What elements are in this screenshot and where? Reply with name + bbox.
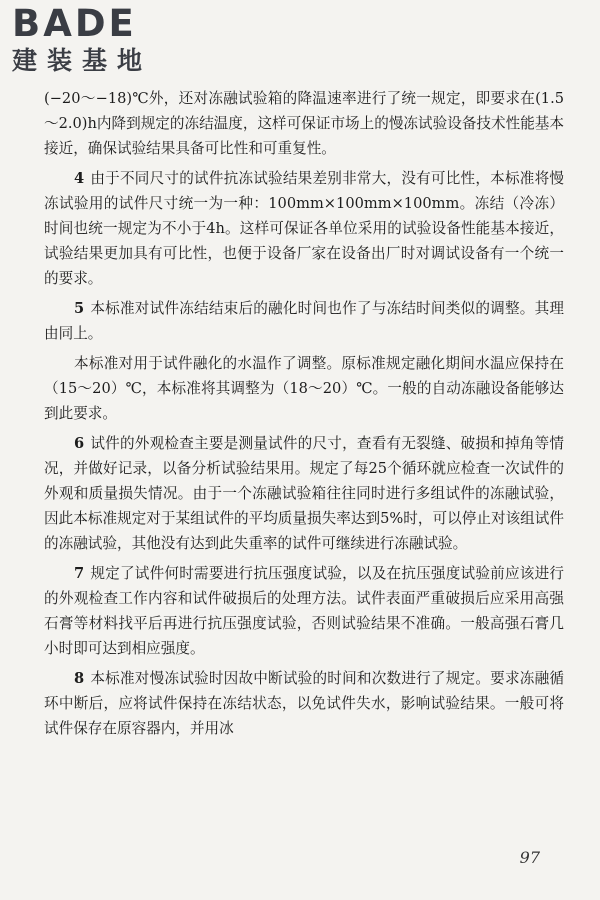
paragraph-text: 试件的外观检查主要是测量试件的尺寸，查看有无裂缝、破损和掉角等情况，并做好记录，以备分析试验结果用。规定了每25个循环就应检查一次试件的外观和质量损失情况。由于一个冻融试验箱往往同时进行多组试件的冻融试验，因此本标准规定对于某组试件的平均质量损失率达到5%时，可以停止对该组试件的冻融试验，其他没有达到此失重率的试件可继续进行冻融试验。 bbox=[44, 435, 564, 552]
paragraph-text: 由于不同尺寸的试件抗冻试验结果差别非常大，没有可比性，本标准将慢冻试验用的试件尺寸统一为一种：100mm×100mm×100mm。冻结（冷冻）时间也统一规定为不小于4h。这样可保证各单位采用的试验设备性能基本接近，试验结果更加具有可比性，也便于设备厂家在设备出厂时对调试设备有一个统一的要求。 bbox=[44, 170, 564, 287]
paragraph-text: 本标准对试件冻结结束后的融化时间也作了与冻结时间类似的调整。其理由同上。 bbox=[44, 300, 564, 342]
paragraph-item-6 bbox=[44, 431, 564, 556]
paragraph-item-4 bbox=[44, 166, 564, 291]
logo-wordmark: BADE bbox=[12, 2, 137, 45]
item-number: 5 bbox=[74, 300, 85, 317]
item-number: 4 bbox=[74, 170, 85, 187]
item-number: 8 bbox=[74, 670, 85, 687]
logo-subtitle: 建装基地 bbox=[12, 46, 153, 75]
item-number: 7 bbox=[74, 565, 85, 582]
paragraph-item-8 bbox=[44, 666, 564, 741]
paragraph-continuation bbox=[44, 86, 564, 161]
paragraph-text: 规定了试件何时需要进行抗压强度试验，以及在抗压强度试验前应该进行的外观检查工作内容和试件破损后的处理方法。试件表面严重破损后应采用高强石膏等材料找平后再进行抗压强度试验，否则试验结果不准确。一般高强石膏几小时即可达到相应强度。 bbox=[44, 565, 564, 657]
paragraph-item-7 bbox=[44, 561, 564, 661]
item-number: 6 bbox=[74, 435, 85, 452]
paragraph-water-temperature bbox=[44, 351, 564, 426]
logo bbox=[12, 4, 182, 84]
page-number: 97 bbox=[519, 848, 540, 867]
paragraph-item-5 bbox=[44, 296, 564, 346]
paragraph-text: (−20～−18)℃外，还对冻融试验箱的降温速率进行了统一规定，即要求在(1.5～2.0)h内降到规定的冻结温度，这样可保证市场上的慢冻试验设备技术性能基本接近，确保试验结果具备可比性和可重复性。 bbox=[44, 90, 564, 157]
paragraph-text: 本标准对慢冻试验时因故中断试验的时间和次数进行了规定。要求冻融循环中断后，应将试件保持在冻结状态，以免试件失水，影响试验结果。一般可将试件保存在原容器内，并用冰 bbox=[44, 670, 564, 737]
paragraph-text: 本标准对用于试件融化的水温作了调整。原标准规定融化期间水温应保持在（15～20）℃，本标准将其调整为（18～20）℃。一般的自动冻融设备能够达到此要求。 bbox=[44, 355, 564, 422]
body-text bbox=[44, 86, 564, 746]
